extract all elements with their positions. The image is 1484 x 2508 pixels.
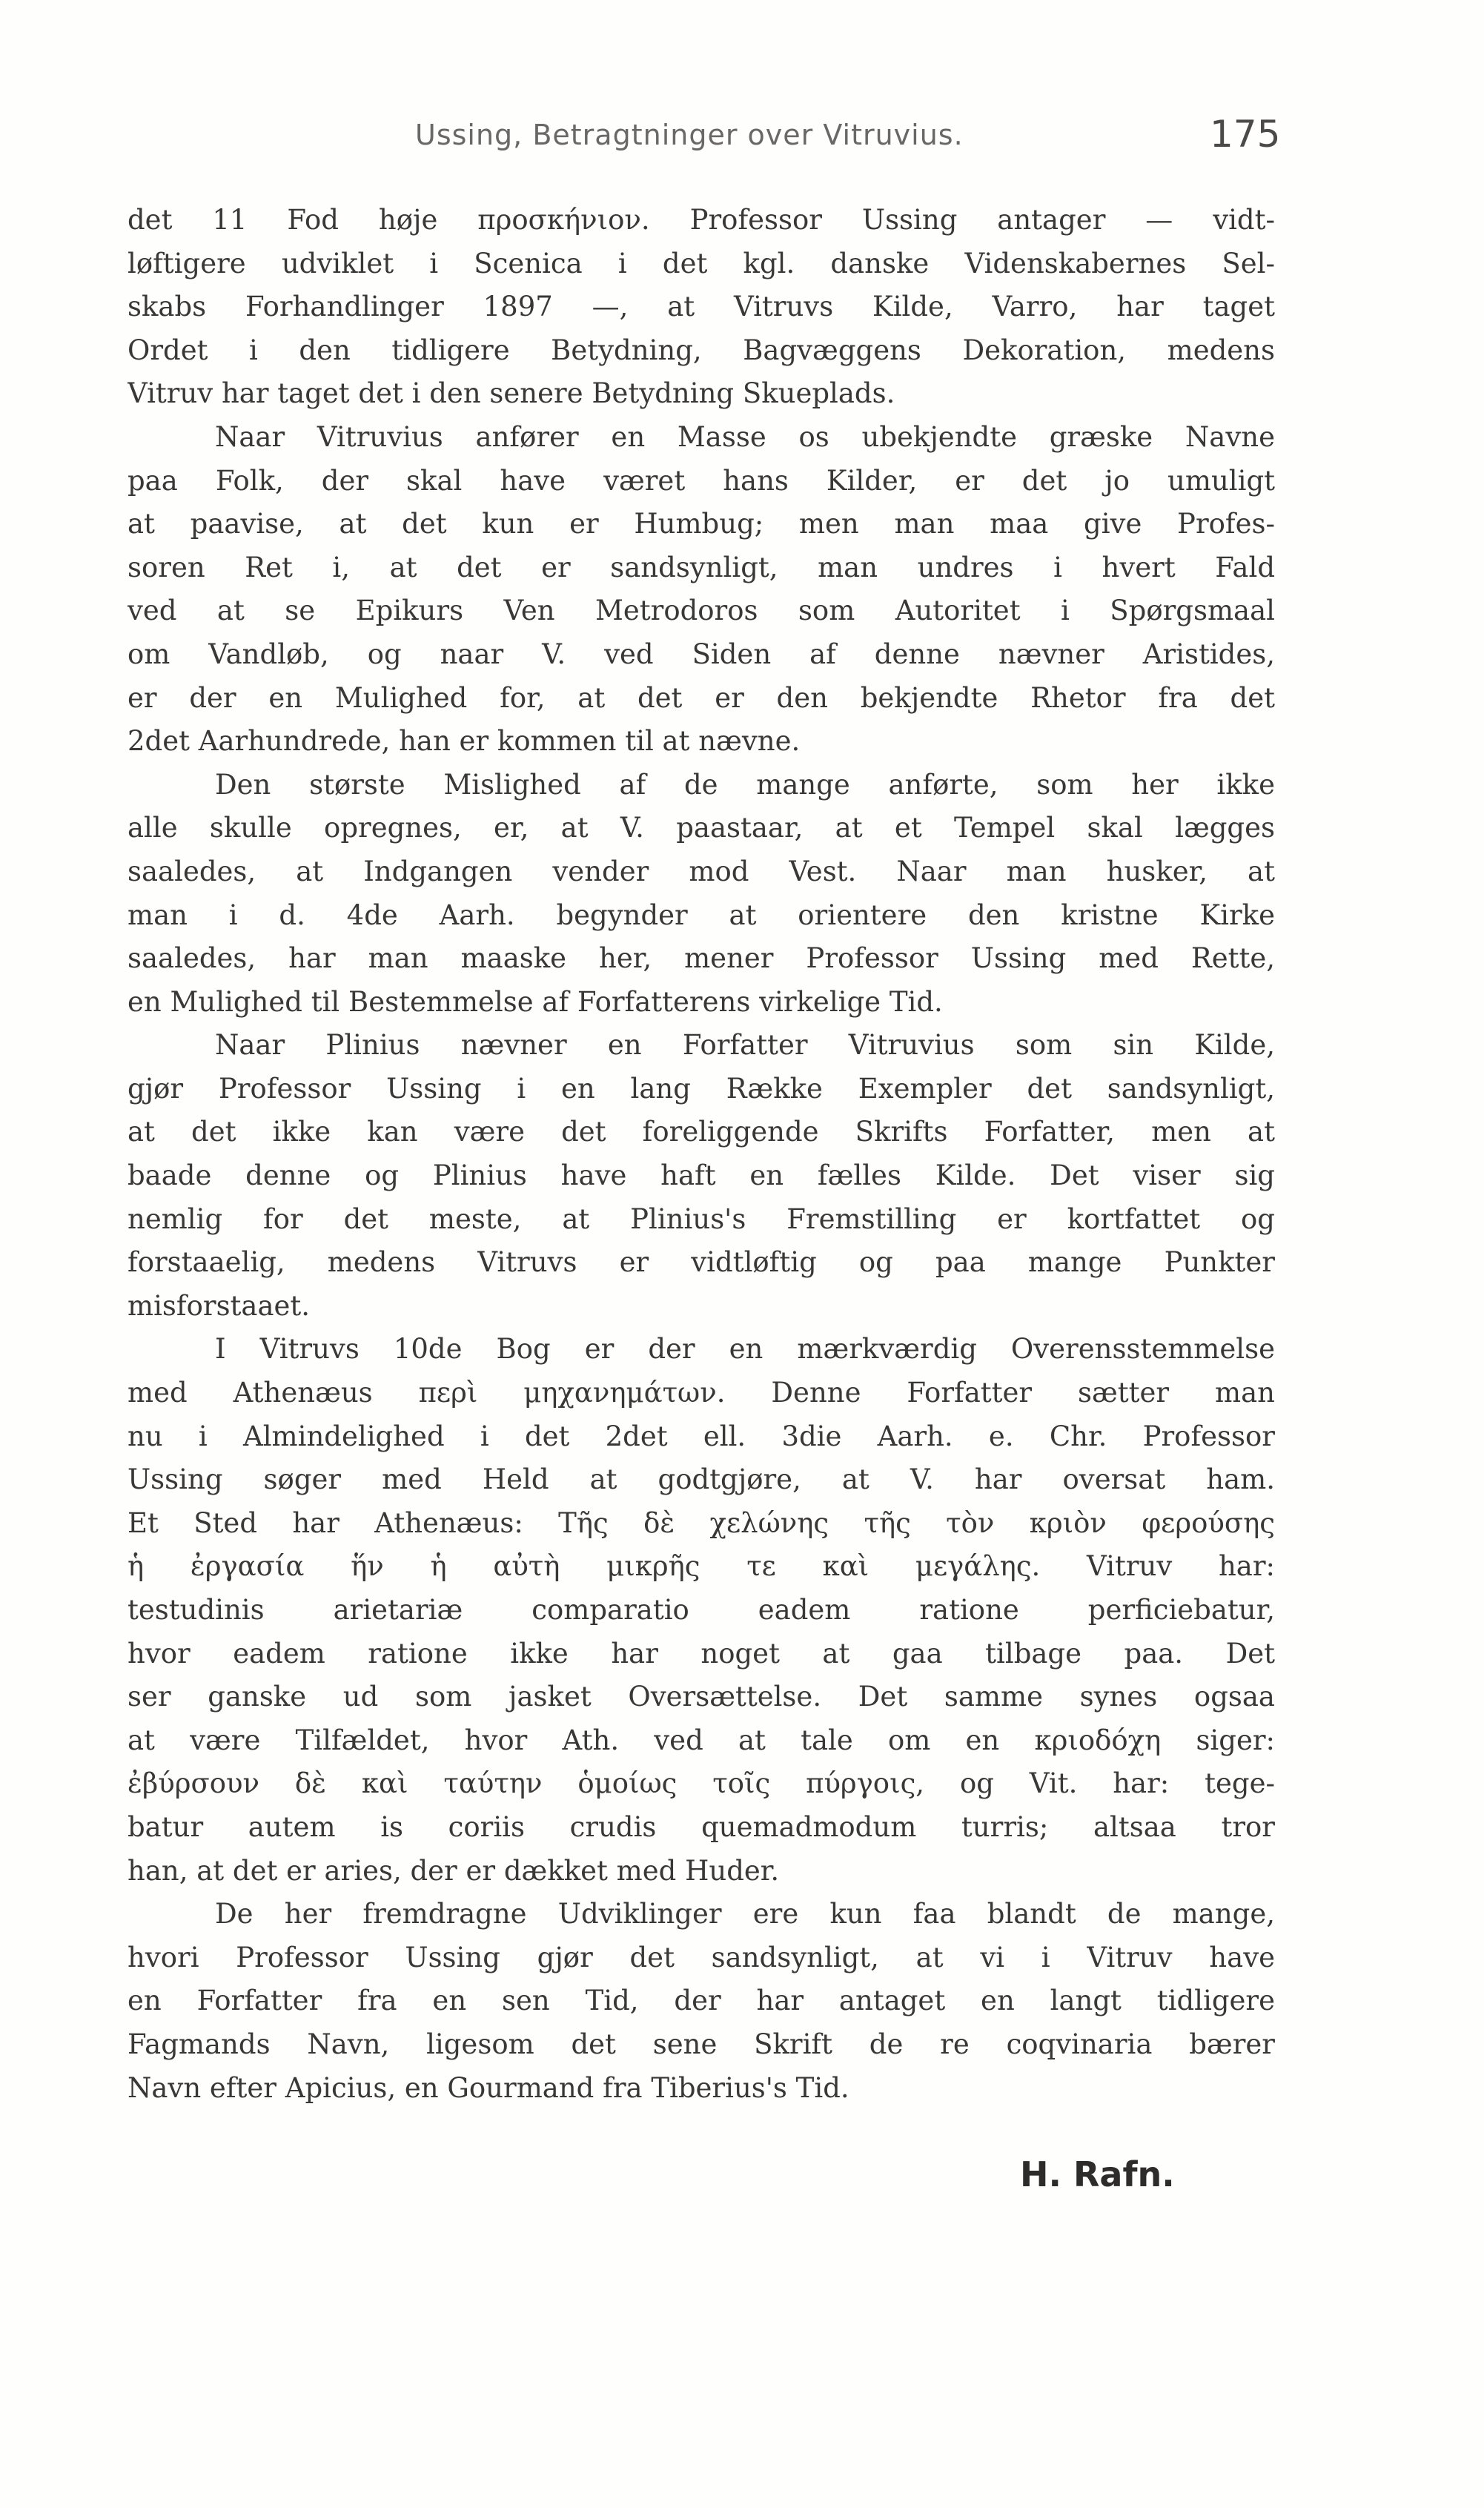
text-line: I Vitruvs 10de Bog er der en mærkværdig Overensstemmelse bbox=[215, 1333, 1275, 1366]
text-line: paa Folk, der skal have været hans Kilder, er det jo umuligt bbox=[127, 464, 1275, 497]
text-line: testudinis arietariæ comparatio eadem ratione perficiebatur, bbox=[127, 1594, 1275, 1626]
text-line: hvor eadem ratione ikke har noget at gaa tilbage paa. Det bbox=[127, 1637, 1275, 1670]
text-line: Fagmands Navn, ligesom det sene Skrift de re coqvinaria bærer bbox=[127, 2028, 1275, 2060]
text-line: Vitruv har taget det i den senere Betydning Skueplads. bbox=[127, 377, 895, 410]
text-line: Ussing søger med Held at godtgjøre, at V. har oversat ham. bbox=[127, 1463, 1275, 1496]
text-line: nemlig for det meste, at Plinius's Fremstilling er kortfattet og bbox=[127, 1202, 1275, 1235]
author-signature: H. Rafn. bbox=[1020, 2154, 1175, 2194]
text-line: Naar Vitruvius anfører en Masse os ubekjendte græske Navne bbox=[215, 420, 1275, 453]
text-line: hvori Professor Ussing gjør det sandsynligt, at vi i Vitruv have bbox=[127, 1941, 1275, 1973]
text-line: er der en Mulighed for, at det er den bekjendte Rhetor fra det bbox=[127, 681, 1275, 714]
text-line: ser ganske ud som jasket Oversættelse. Det samme synes ogsaa bbox=[127, 1681, 1275, 1713]
text-line: at paavise, at det kun er Humbug; men man maa give Profes- bbox=[127, 508, 1275, 540]
text-line: gjør Professor Ussing i en lang Række Exempler det sandsynligt, bbox=[127, 1072, 1275, 1105]
text-line: det 11 Fod høje προσκήνιον. Professor Ussing antager — vidt- bbox=[127, 204, 1275, 236]
text-line: saaledes, har man maaske her, mener Professor Ussing med Rette, bbox=[127, 942, 1275, 975]
text-line: at være Tilfældet, hvor Ath. ved at tale om en κριοδόχη siger: bbox=[127, 1724, 1275, 1756]
text-line: ἡ ἐργασία ἥν ἡ αὐτὴ μικρῆς τε καὶ μεγάλης. Vitruv har: bbox=[127, 1550, 1275, 1583]
text-line: ved at se Epikurs Ven Metrodoros som Autoritet i Spørgsmaal bbox=[127, 595, 1275, 627]
text-line: De her fremdragne Udviklinger ere kun faa blandt de mange, bbox=[215, 1898, 1275, 1930]
body-text bbox=[127, 199, 1275, 2110]
page-number: 175 bbox=[1210, 113, 1281, 156]
text-line: Et Sted har Athenæus: Τῆς δὲ χελώνης τῆς τὸν κριὸν φερούσης bbox=[127, 1506, 1275, 1539]
text-line: ἐβύρσουν δὲ καὶ ταύτην ὁμοίως τοῖς πύργοις, og Vit. har: tege- bbox=[127, 1767, 1275, 1800]
text-line: at det ikke kan være det foreliggende Skrifts Forfatter, men at bbox=[127, 1116, 1275, 1148]
text-line: løftigere udviklet i Scenica i det kgl. danske Videnskabernes Sel- bbox=[127, 247, 1275, 279]
text-line: saaledes, at Indgangen vender mod Vest. Naar man husker, at bbox=[127, 855, 1275, 887]
text-line: med Athenæus περὶ μηχανημάτων. Denne Forfatter sætter man bbox=[127, 1377, 1275, 1409]
text-line: alle skulle opregnes, er, at V. paastaar, at et Tempel skal lægges bbox=[127, 812, 1275, 844]
text-line: baade denne og Plinius have haft en fælles Kilde. Det viser sig bbox=[127, 1159, 1275, 1192]
text-line: nu i Almindelighed i det 2det ell. 3die Aarh. e. Chr. Professor bbox=[127, 1420, 1275, 1452]
text-line: en Forfatter fra en sen Tid, der har antaget en langt tidligere bbox=[127, 1985, 1275, 2017]
text-line: man i d. 4de Aarh. begynder at orientere den kristne Kirke bbox=[127, 899, 1275, 931]
text-line: en Mulighed til Bestemmelse af Forfatterens virkelige Tid. bbox=[127, 985, 943, 1018]
text-line: soren Ret i, at det er sandsynligt, man undres i hvert Fald bbox=[127, 551, 1275, 583]
text-line: Naar Plinius nævner en Forfatter Vitruvius som sin Kilde, bbox=[215, 1029, 1275, 1062]
text-line: Ordet i den tidligere Betydning, Bagvæggens Dekoration, medens bbox=[127, 334, 1275, 366]
text-line: om Vandløb, og naar V. ved Siden af denne nævner Aristides, bbox=[127, 638, 1275, 670]
text-line: misforstaaet. bbox=[127, 1289, 311, 1322]
text-line: forstaaelig, medens Vitruvs er vidtløftig og paa mange Punkter bbox=[127, 1246, 1275, 1279]
text-line: batur autem is coriis crudis quemadmodum turris; altsaa tror bbox=[127, 1810, 1275, 1843]
text-line: han, at det er aries, der er dækket med Huder. bbox=[127, 1854, 780, 1887]
text-line: Navn efter Apicius, en Gourmand fra Tiberius's Tid. bbox=[127, 2071, 849, 2104]
text-line: Den største Mislighed af de mange anførte, som her ikke bbox=[215, 768, 1275, 801]
text-line: 2det Aarhundrede, han er kommen til at nævne. bbox=[127, 725, 801, 758]
running-title: Ussing, Betragtninger over Vitruvius. bbox=[415, 119, 964, 151]
text-line: skabs Forhandlinger 1897 —, at Vitruvs Kilde, Varro, har taget bbox=[127, 291, 1275, 323]
